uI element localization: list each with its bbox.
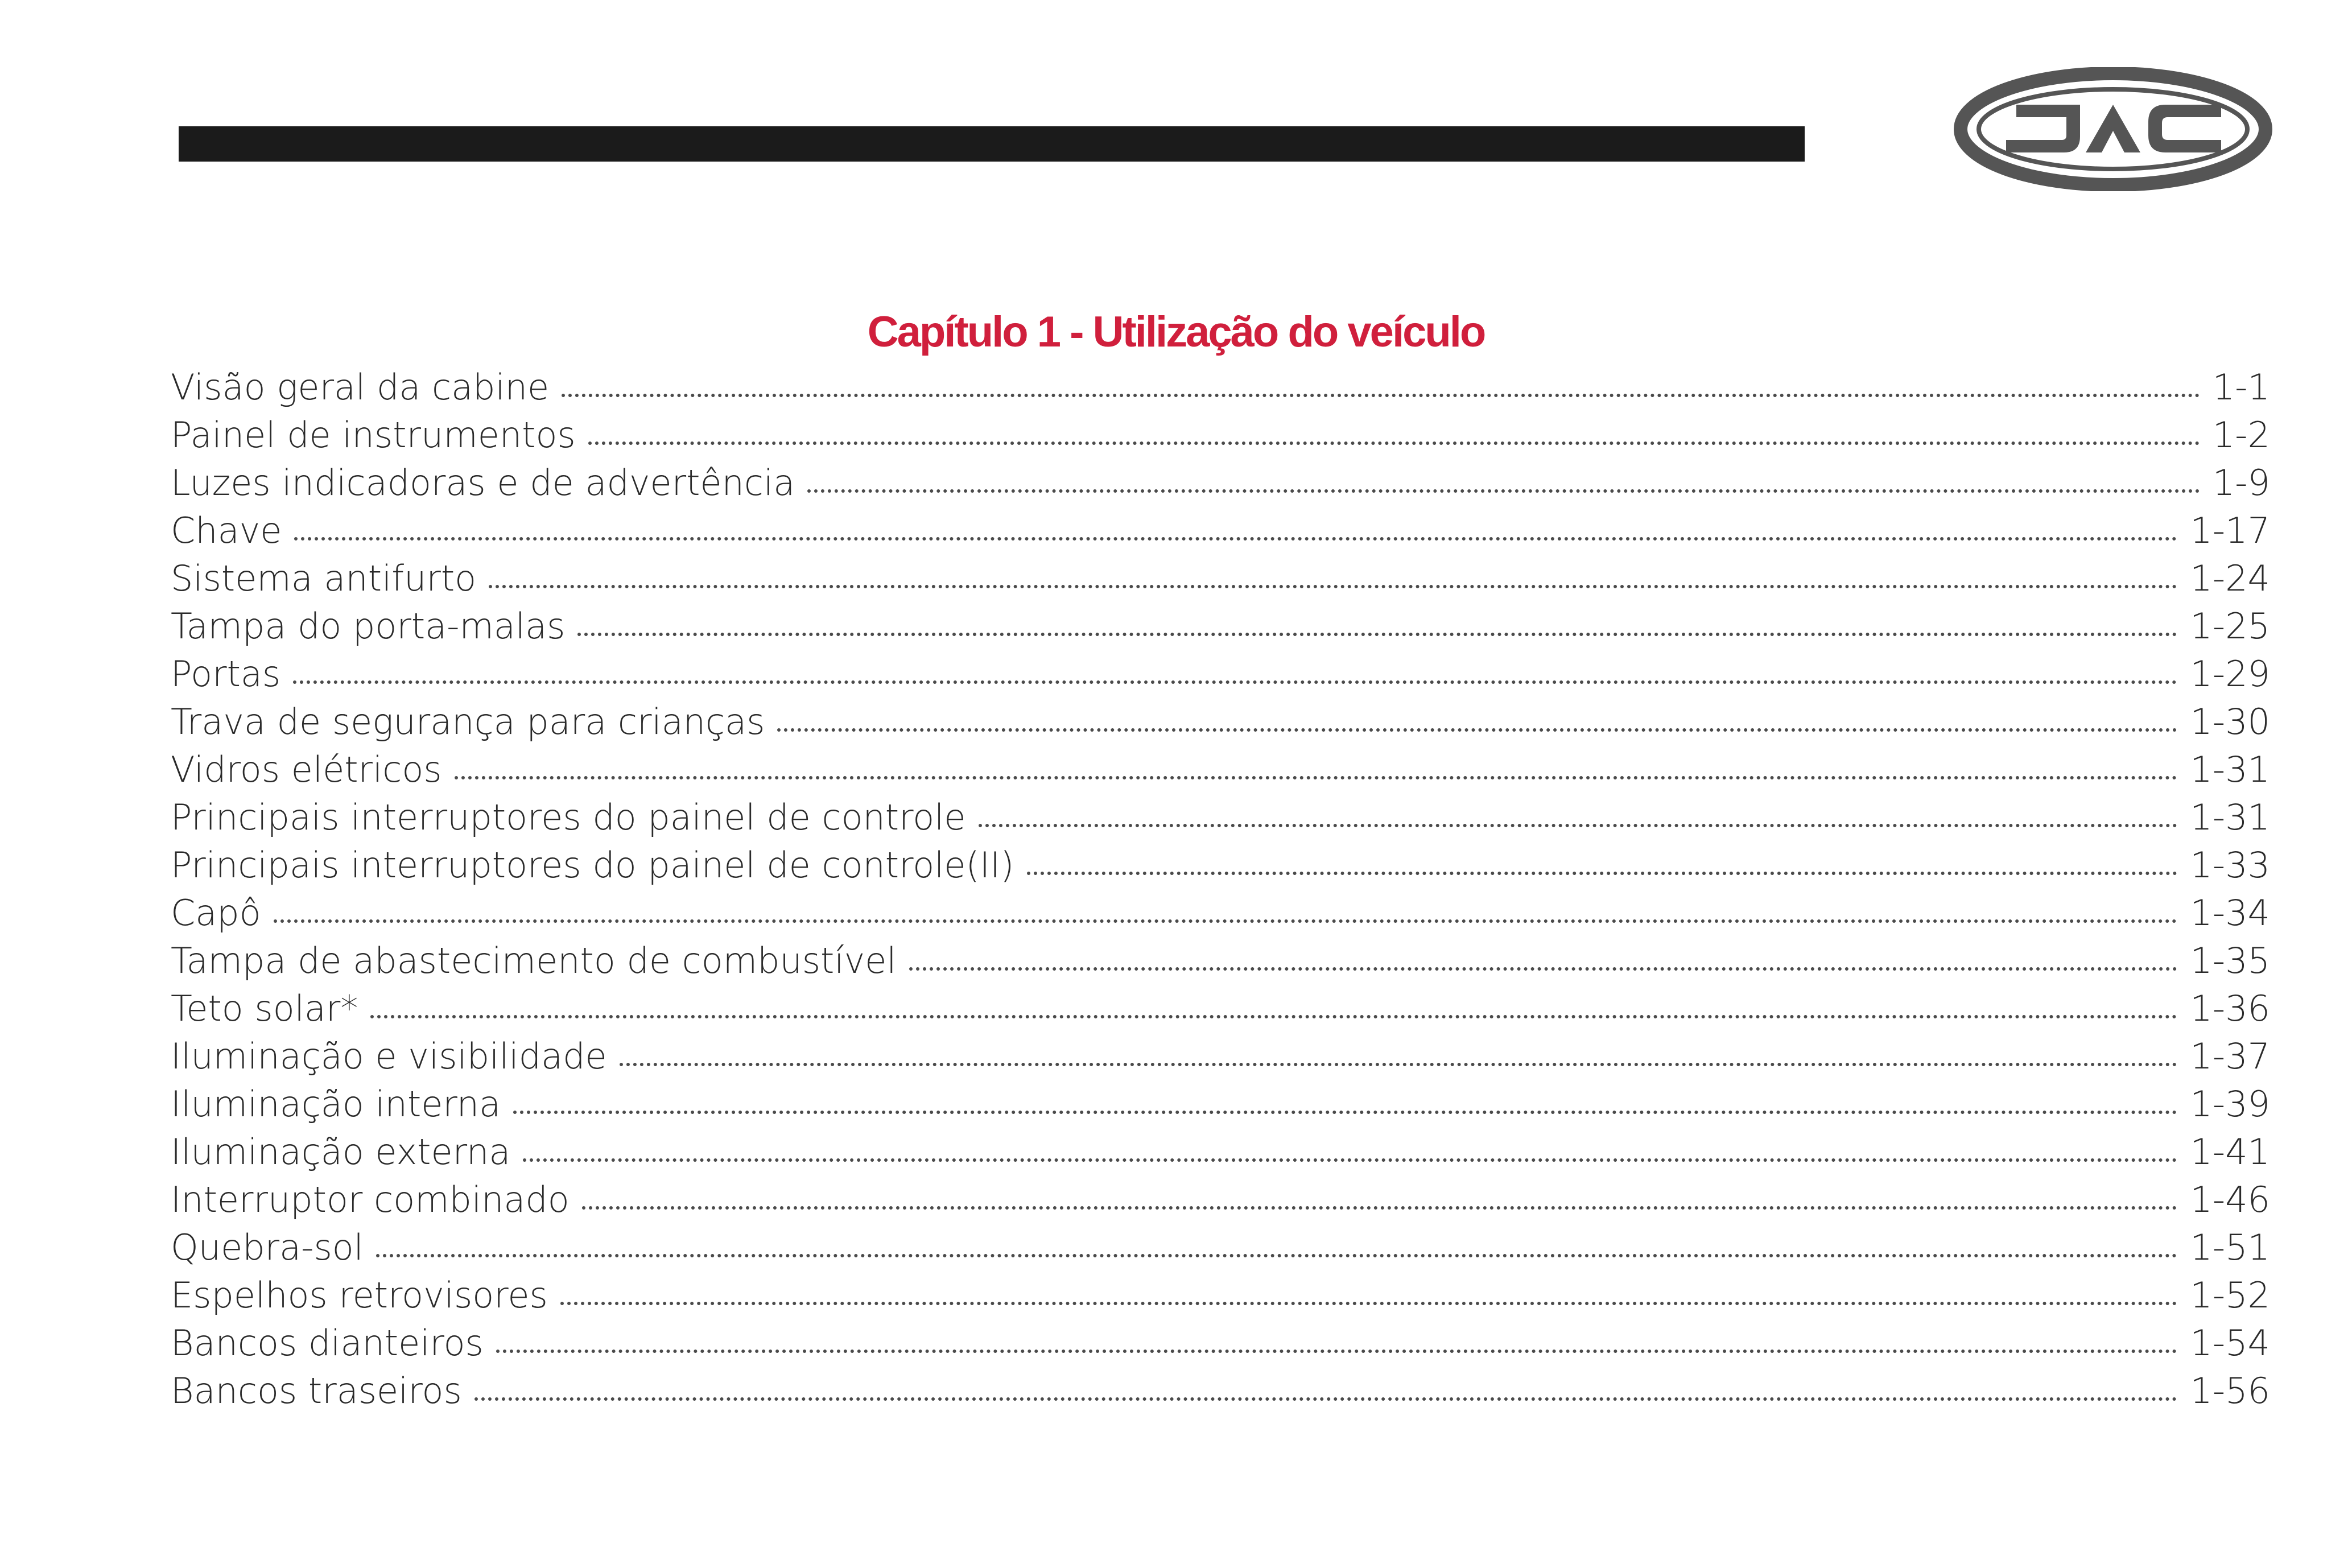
- toc-entry-page: 1-52: [2190, 1274, 2270, 1316]
- toc-entry[interactable]: [171, 1035, 2270, 1083]
- toc-entry[interactable]: [171, 988, 2270, 1035]
- toc-dot-leader: [582, 1206, 2178, 1210]
- toc-dot-leader: [370, 1015, 2177, 1018]
- toc-entry[interactable]: [171, 558, 2270, 605]
- toc-dot-leader: [489, 585, 2177, 588]
- toc-entry-label: Painel de instrumentos: [171, 414, 576, 456]
- toc-entry-page: 1-34: [2190, 892, 2270, 934]
- toc-entry-page: 1-56: [2190, 1370, 2270, 1412]
- toc-dot-leader: [294, 537, 2177, 540]
- toc-entry-page: 1-37: [2190, 1035, 2270, 1077]
- jac-logo: [1954, 67, 2272, 191]
- toc-entry[interactable]: [171, 940, 2270, 988]
- toc-entry-page: 1-46: [2190, 1179, 2270, 1220]
- toc-entry-label: Quebra-sol: [171, 1227, 364, 1268]
- toc-entry-label: Portas: [171, 653, 281, 695]
- toc-entry-label: Interruptor combinado: [171, 1179, 570, 1220]
- toc-entry-label: Espelhos retrovisores: [171, 1274, 548, 1316]
- toc-entry-label: Bancos traseiros: [171, 1370, 462, 1412]
- toc-entry-label: Tampa de abastecimento de combustível: [171, 940, 897, 981]
- toc-dot-leader: [979, 824, 2178, 827]
- toc-dot-leader: [562, 394, 2200, 397]
- toc-entry-page: 1-39: [2190, 1083, 2270, 1125]
- toc-dot-leader: [560, 1302, 2177, 1305]
- toc-entry-label: Teto solar*: [171, 988, 358, 1029]
- toc-entry-label: Bancos dianteiros: [171, 1322, 484, 1364]
- toc-entry-page: 1-35: [2190, 940, 2270, 981]
- toc-entry-label: Iluminação e visibilidade: [171, 1035, 607, 1077]
- toc-entry-page: 1-31: [2190, 749, 2270, 790]
- toc-entry[interactable]: [171, 366, 2270, 414]
- toc-entry-page: 1-29: [2190, 653, 2270, 695]
- toc-entry[interactable]: [171, 749, 2270, 797]
- toc-entry-page: 1-33: [2190, 844, 2270, 886]
- toc-entry-label: Iluminação externa: [171, 1131, 511, 1173]
- toc-entry-page: 1-36: [2190, 988, 2270, 1029]
- toc-entry-page: 1-51: [2190, 1227, 2270, 1268]
- toc-entry-page: 1-2: [2212, 414, 2270, 456]
- toc-entry[interactable]: [171, 892, 2270, 940]
- toc-dot-leader: [293, 680, 2177, 684]
- toc-dot-leader: [577, 633, 2177, 636]
- toc-entry[interactable]: [171, 462, 2270, 510]
- toc-entry[interactable]: [171, 653, 2270, 701]
- header-bar: [179, 126, 1805, 162]
- toc-entry[interactable]: [171, 701, 2270, 749]
- toc-entry-label: Capô: [171, 892, 261, 934]
- toc-entry-page: 1-24: [2190, 558, 2270, 599]
- toc-entry[interactable]: [171, 605, 2270, 653]
- toc-dot-leader: [807, 489, 2200, 493]
- toc-entry-label: Trava de segurança para crianças: [171, 701, 765, 742]
- toc-dot-leader: [588, 441, 2200, 445]
- toc-dot-leader: [496, 1350, 2177, 1353]
- toc-entry-label: Chave: [171, 510, 282, 551]
- toc-entry-label: Vidros elétricos: [171, 749, 442, 790]
- toc-entry-page: 1-1: [2212, 366, 2270, 408]
- toc-dot-leader: [1027, 872, 2178, 875]
- toc-entry-label: Principais interruptores do painel de controle(II): [171, 844, 1014, 886]
- toc-dot-leader: [274, 919, 2178, 923]
- toc-entry-label: Tampa do porta-malas: [171, 605, 566, 647]
- toc-dot-leader: [620, 1063, 2178, 1066]
- toc-entry-page: 1-31: [2190, 797, 2270, 838]
- toc-entry[interactable]: [171, 510, 2270, 558]
- toc-entry-label: Principais interruptores do painel de controle: [171, 797, 966, 838]
- toc-dot-leader: [376, 1254, 2177, 1257]
- toc-dot-leader: [455, 776, 2178, 779]
- toc-dot-leader: [777, 728, 2177, 732]
- toc-entry[interactable]: [171, 1322, 2270, 1370]
- toc-entry-page: 1-54: [2190, 1322, 2270, 1364]
- toc-entry[interactable]: [171, 844, 2270, 892]
- toc-entry-page: 1-25: [2190, 605, 2270, 647]
- toc-dot-leader: [474, 1397, 2178, 1401]
- table-of-contents: [171, 366, 2270, 1418]
- toc-entry-page: 1-17: [2190, 510, 2270, 551]
- toc-entry-page: 1-30: [2190, 701, 2270, 742]
- toc-entry[interactable]: [171, 797, 2270, 844]
- toc-entry[interactable]: [171, 1083, 2270, 1131]
- toc-entry[interactable]: [171, 1227, 2270, 1274]
- toc-dot-leader: [909, 967, 2178, 971]
- toc-entry-page: 1-9: [2212, 462, 2270, 504]
- toc-dot-leader: [513, 1111, 2177, 1114]
- toc-entry-label: Iluminação interna: [171, 1083, 501, 1125]
- toc-entry[interactable]: [171, 1274, 2270, 1322]
- toc-entry[interactable]: [171, 1179, 2270, 1227]
- toc-entry-page: 1-41: [2190, 1131, 2270, 1173]
- chapter-title: Capítulo 1 - Utilização do veículo: [867, 308, 1485, 356]
- toc-entry-label: Luzes indicadoras e de advertência: [171, 462, 795, 504]
- toc-entry-label: Sistema antifurto: [171, 558, 477, 599]
- toc-entry-label: Visão geral da cabine: [171, 366, 550, 408]
- toc-dot-leader: [523, 1158, 2177, 1162]
- toc-entry[interactable]: [171, 414, 2270, 462]
- toc-entry[interactable]: [171, 1370, 2270, 1418]
- toc-entry[interactable]: [171, 1131, 2270, 1179]
